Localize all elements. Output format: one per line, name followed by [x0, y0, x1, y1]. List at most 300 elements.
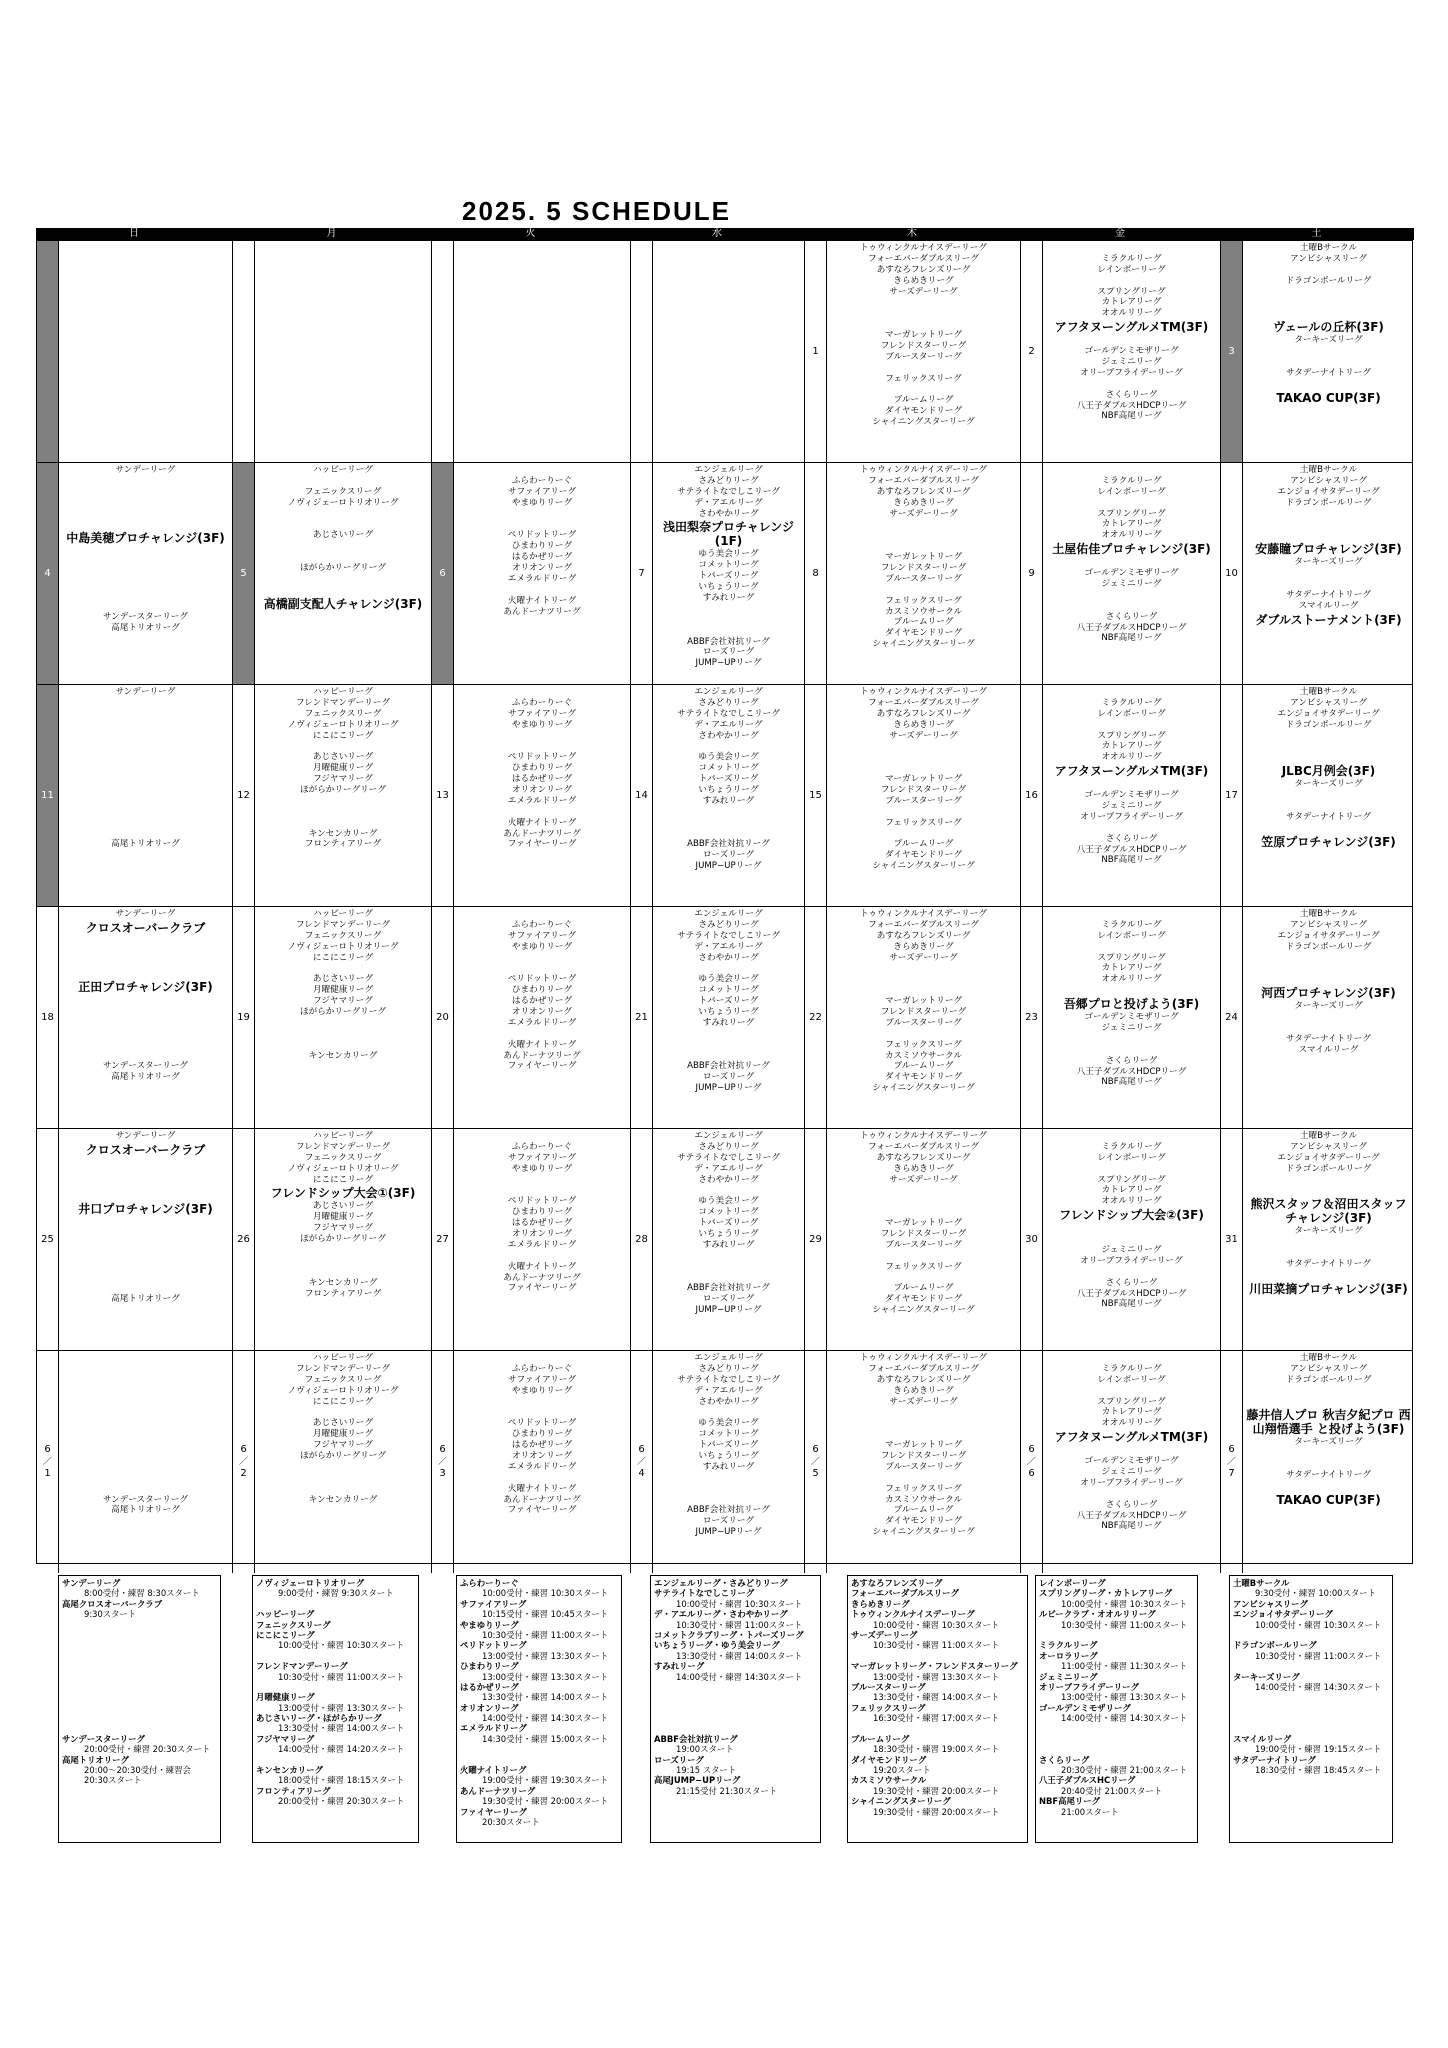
league-entry: 火曜ナイトリーグ	[507, 817, 577, 828]
day-content	[827, 685, 1021, 906]
league-entry: サンデースターリーグ	[102, 1494, 189, 1505]
event-highlight: JLBC月例会(3F)	[1281, 764, 1376, 779]
league-entry: サンデースターリーグ	[102, 611, 189, 622]
day-content	[827, 241, 1021, 462]
event-highlight: TAKAO CUP(3F)	[1276, 1492, 1381, 1507]
league-entry: あすなろフレンズリーグ	[876, 708, 971, 719]
calendar-day	[432, 241, 631, 462]
spacer	[62, 1692, 217, 1702]
league-entry: エンジョイサタデーリーグ	[1277, 486, 1380, 497]
league-time: 10:00受付・練習 10:30スタート	[873, 1619, 1000, 1630]
league-entry: あじさいリーグ	[312, 752, 374, 763]
league-time: 21:00スタート	[1061, 1806, 1119, 1817]
league-time: 20:00〜20:30受付・練習会	[84, 1765, 191, 1776]
league-entry: ゆう美会リーグ	[698, 1418, 759, 1429]
calendar-day	[805, 685, 1021, 906]
league-time: 14:00受付・練習 14:30スタート	[482, 1713, 609, 1724]
day-number: 22	[805, 907, 827, 1128]
league-name: ブルームリーグ	[851, 1733, 910, 1744]
spacer	[62, 1672, 217, 1682]
league-time: 10:30受付・練習 11:00スタート	[482, 1629, 609, 1640]
spacer	[1233, 1703, 1389, 1713]
league-entry: きらめきリーグ	[893, 1163, 954, 1174]
day-content	[827, 463, 1021, 684]
day-content	[59, 1351, 233, 1573]
day-number: 30	[1021, 1129, 1043, 1350]
calendar-day	[37, 241, 233, 462]
league-entry: マーガレットリーグ	[884, 552, 963, 563]
league-entry: ゴールデンミモザリーグ	[1084, 568, 1179, 579]
league-entry: さわやかリーグ	[698, 1396, 759, 1407]
calendar-day	[631, 463, 805, 684]
event-highlight: アフタヌーングルメTM(3F)	[1054, 320, 1209, 335]
league-entry: フェニックスリーグ	[304, 1152, 382, 1163]
league-entry: あんドーナツリーグ	[503, 828, 581, 839]
league-entry: キンセンカリーグ	[308, 1494, 378, 1505]
league-entry: はるかぜリーグ	[511, 1218, 573, 1229]
spacer	[1233, 1661, 1389, 1671]
league-time: 10:00受付・練習 10:30スタート	[482, 1588, 609, 1599]
league-time-box	[1035, 1575, 1198, 1843]
league-entry: オリオンリーグ	[511, 1451, 573, 1462]
league-name: トゥウィンクルナイスデーリーグ	[851, 1609, 975, 1620]
league-name: 高尾JUMP−UPリーグ	[654, 1775, 741, 1786]
league-entry: アンビシャスリーグ	[1290, 475, 1367, 486]
league-entry: コメットリーグ	[698, 985, 759, 996]
league-entry: ペリドットリーグ	[507, 974, 577, 985]
league-entry: いちょうリーグ	[698, 582, 759, 593]
league-entry: アンビシャスリーグ	[1290, 1363, 1367, 1374]
league-entry: フェリックスリーグ	[885, 595, 962, 606]
day-number: 9	[1021, 463, 1043, 684]
calendar-day	[233, 241, 432, 462]
league-entry: ほがらかリーグリーグ	[300, 1451, 386, 1462]
league-entry: サファイアリーグ	[508, 1152, 576, 1163]
calendar-day	[805, 241, 1021, 462]
league-time-box	[252, 1575, 419, 1843]
league-time: 10:00受付・練習 10:30スタート	[1061, 1598, 1188, 1609]
league-entry: トゥウィンクルナイスデーリーグ	[860, 687, 987, 697]
league-entry: フレンドスターリーグ	[880, 563, 967, 574]
league-entry: ブルースターリーグ	[885, 1239, 962, 1250]
spacer	[62, 1661, 217, 1671]
calendar-day	[1221, 1129, 1414, 1350]
day-number: 8	[805, 463, 827, 684]
league-entry: きらめきリーグ	[893, 497, 954, 508]
league-name: ゴールデンミモザリーグ	[1039, 1702, 1131, 1713]
league-entry: きらめきリーグ	[893, 1385, 954, 1396]
league-name: シャイニングスターリーグ	[851, 1796, 951, 1807]
league-entry: オオルリリーグ	[1101, 1196, 1162, 1207]
league-entry: きらめきリーグ	[893, 719, 954, 730]
league-time: 13:00受付・練習 13:30スタート	[482, 1671, 609, 1682]
league-entry: すみれリーグ	[702, 1017, 755, 1028]
league-entry: レインボーリーグ	[1097, 1152, 1166, 1163]
day-number: 6 ／ 1	[37, 1351, 59, 1573]
day-number: 6 ／ 6	[1021, 1351, 1043, 1573]
league-entry: オオルリリーグ	[1101, 974, 1162, 985]
league-entry: ブルームリーグ	[893, 617, 954, 628]
calendar-day	[37, 1129, 233, 1350]
league-entry: フレンドスターリーグ	[880, 785, 967, 796]
league-time: 8:00受付・練習 8:30スタート	[84, 1588, 200, 1599]
league-entry: サンデーリーグ	[115, 1131, 176, 1141]
league-entry: カトレアリーグ	[1101, 1185, 1162, 1196]
league-entry: トパーズリーグ	[698, 1440, 759, 1451]
league-entry: あんドーナツリーグ	[503, 1050, 581, 1061]
day-number: 21	[631, 907, 653, 1128]
league-entry: レインボーリーグ	[1097, 1374, 1166, 1385]
spacer	[1039, 1744, 1194, 1754]
league-entry: ドラゴンボールリーグ	[1285, 1374, 1372, 1385]
event-highlight: 安藤瞳プロチャレンジ(3F)	[1255, 542, 1402, 557]
weekday-header-cell: 木	[907, 228, 917, 239]
league-entry: ファイヤーリーグ	[507, 1061, 577, 1072]
league-entry: フレンドマンデーリーグ	[296, 919, 390, 930]
league-entry: オリーブフライデーリーグ	[1080, 367, 1183, 378]
league-entry: はるかぜリーグ	[511, 774, 573, 785]
spacer	[62, 1682, 217, 1692]
league-entry: コメットリーグ	[698, 1207, 759, 1218]
league-entry: さくらリーグ	[1105, 389, 1158, 400]
calendar-day	[1021, 241, 1221, 462]
league-name: サンデースターリーグ	[62, 1733, 145, 1744]
league-entry: マーガレットリーグ	[884, 330, 963, 341]
league-name: 土曜Bサークル	[1233, 1578, 1290, 1588]
league-entry: ノヴィジェーロトリオリーグ	[287, 719, 399, 730]
league-entry: 八王子ダブルスHDCPリーグ	[1076, 622, 1187, 633]
league-entry: シャイニングスターリーグ	[872, 1527, 975, 1538]
league-entry: サンデーリーグ	[115, 687, 176, 697]
league-entry: フェリックスリーグ	[885, 1261, 962, 1272]
league-entry: ほがらかリーグリーグ	[300, 563, 386, 574]
calendar-day	[432, 463, 631, 684]
day-number: 26	[233, 1129, 255, 1350]
league-entry: ゆう美会リーグ	[698, 1196, 759, 1207]
league-name: フジヤマリーグ	[256, 1733, 315, 1744]
event-highlight: 河西プロチャレンジ(3F)	[1261, 986, 1396, 1001]
league-entry: NBF高尾リーグ	[1101, 1299, 1162, 1310]
league-entry: ハッピーリーグ	[313, 909, 373, 919]
league-entry: オリーブフライデーリーグ	[1080, 1477, 1183, 1488]
league-entry: ダイヤモンドリーグ	[884, 406, 963, 417]
league-time: 20:00受付・練習 20:30スタート	[278, 1796, 405, 1807]
day-number: 14	[631, 685, 653, 906]
day-number: 24	[1221, 907, 1243, 1128]
league-time: 11:00受付・練習 11:30スタート	[1061, 1661, 1188, 1672]
league-entry: トパーズリーグ	[698, 1218, 759, 1229]
calendar-day	[805, 1351, 1021, 1573]
spacer	[62, 1630, 217, 1640]
league-name: ジェミニリーグ	[1039, 1671, 1098, 1682]
calendar-grid	[36, 240, 1413, 1564]
league-name: あすなろフレンズリーグ	[851, 1578, 943, 1588]
league-entry: JUMP−UPリーグ	[695, 1527, 762, 1538]
day-number	[37, 241, 59, 462]
league-entry: 八王子ダブルスHDCPリーグ	[1076, 844, 1187, 855]
spacer	[1233, 1723, 1389, 1733]
league-entry: サテライトなでしこリーグ	[677, 1152, 780, 1163]
league-entry: サファイアリーグ	[508, 1374, 576, 1385]
calendar-day	[805, 463, 1021, 684]
league-entry: シャイニングスターリーグ	[872, 417, 975, 428]
league-name: デ・アエルリーグ・さわやかリーグ	[654, 1609, 788, 1620]
league-entry: 高尾トリオリーグ	[111, 1293, 180, 1304]
league-name: やまゆりリーグ	[460, 1619, 519, 1630]
league-entry: サーズデーリーグ	[889, 508, 958, 519]
league-time: 14:00受付・練習 14:30スタート	[1255, 1681, 1382, 1692]
spacer	[1039, 1734, 1194, 1744]
day-content	[827, 1129, 1021, 1350]
spacer	[654, 1723, 817, 1733]
calendar-day	[432, 1351, 631, 1573]
league-entry: サーズデーリーグ	[889, 730, 958, 741]
league-entry: さくらリーグ	[1105, 1055, 1158, 1066]
league-entry: エンジェルリーグ	[694, 1131, 763, 1141]
event-highlight: 藤井信人プロ 秋吉夕紀プロ 西山翔悟選手 と投げよう(3F)	[1246, 1408, 1411, 1437]
league-entry: ハッピーリーグ	[313, 1353, 373, 1363]
league-entry: オオルリリーグ	[1101, 530, 1162, 541]
spacer	[654, 1682, 817, 1692]
day-content	[454, 241, 631, 462]
day-content	[1043, 907, 1221, 1128]
league-entry: フレンドスターリーグ	[880, 1451, 967, 1462]
league-time: 9:30受付・練習 10:00スタート	[1255, 1588, 1376, 1599]
league-entry: ゆう美会リーグ	[698, 974, 759, 985]
league-entry: エンジェルリーグ	[694, 1353, 763, 1363]
league-entry: ターキーズリーグ	[1294, 557, 1363, 568]
league-entry: にこにこリーグ	[312, 952, 374, 963]
league-time: 9:00受付・練習 9:30スタート	[278, 1588, 394, 1599]
league-info-boxes	[58, 1575, 1418, 1845]
calendar-day	[233, 907, 432, 1128]
day-content	[59, 685, 233, 906]
league-name: オリオンリーグ	[460, 1702, 519, 1713]
spacer	[62, 1620, 217, 1630]
league-entry: ひまわりリーグ	[511, 541, 573, 552]
day-number: 6 ／ 7	[1221, 1351, 1243, 1573]
league-entry: ドラゴンボールリーグ	[1285, 719, 1372, 730]
league-entry: きらめきリーグ	[893, 275, 954, 286]
calendar-day	[805, 1129, 1021, 1350]
league-entry: ダイヤモンドリーグ	[884, 1072, 963, 1083]
league-entry: 月曜健康リーグ	[312, 763, 374, 774]
event-highlight: 浅田梨奈プロチャレンジ(1F)	[662, 520, 795, 549]
event-highlight: 川田菜摘プロチャレンジ(3F)	[1249, 1281, 1408, 1296]
day-number: 6 ／ 4	[631, 1351, 653, 1573]
league-entry: カスミソウサークル	[884, 1494, 963, 1505]
league-entry: トゥウィンクルナイスデーリーグ	[860, 465, 987, 475]
page-title: 2025. 5 SCHEDULE	[462, 196, 731, 226]
league-entry: 高尾トリオリーグ	[111, 1071, 180, 1082]
league-entry: にこにこリーグ	[312, 1174, 374, 1185]
league-entry: ふらわーりーぐ	[511, 919, 573, 930]
day-content	[454, 463, 631, 684]
day-content	[255, 907, 432, 1128]
calendar-day	[37, 463, 233, 684]
league-entry: はるかぜリーグ	[511, 996, 573, 1007]
calendar-day	[233, 463, 432, 684]
league-name: カスミソウサークル	[851, 1775, 927, 1786]
day-content	[1243, 241, 1414, 462]
league-entry: フォーエバーダブルスリーグ	[868, 253, 979, 264]
league-entry: ひまわりリーグ	[511, 1429, 573, 1440]
day-number: 6 ／ 5	[805, 1351, 827, 1573]
league-entry: レインボーリーグ	[1097, 708, 1166, 719]
league-entry: コメットリーグ	[698, 763, 759, 774]
league-name: フロンティアリーグ	[256, 1785, 331, 1796]
league-entry: 土曜Bサークル	[1299, 1131, 1358, 1141]
day-content	[1243, 463, 1414, 684]
calendar-day	[1021, 1129, 1221, 1350]
league-name: ダイヤモンドリーグ	[851, 1754, 927, 1765]
calendar-day	[1021, 685, 1221, 906]
league-entry: ブルースターリーグ	[885, 573, 962, 584]
league-entry: やまゆりリーグ	[511, 1385, 573, 1396]
league-time-box	[650, 1575, 821, 1843]
league-entry: トゥウィンクルナイスデーリーグ	[860, 243, 987, 253]
league-entry: スプリングリーグ	[1097, 1396, 1166, 1407]
league-entry: さみどりリーグ	[698, 1141, 759, 1152]
league-entry: 火曜ナイトリーグ	[507, 1039, 577, 1050]
day-number: 15	[805, 685, 827, 906]
league-entry: サタデーナイトリーグ	[1286, 1033, 1371, 1044]
league-entry: サテライトなでしこリーグ	[677, 930, 780, 941]
league-entry: サンデーリーグ	[115, 909, 176, 919]
league-entry: マーガレットリーグ	[884, 996, 963, 1007]
day-number: 28	[631, 1129, 653, 1350]
league-entry: ジェミニリーグ	[1101, 1245, 1162, 1256]
league-entry: ドラゴンボールリーグ	[1285, 275, 1372, 286]
day-number: 29	[805, 1129, 827, 1350]
league-entry: JUMP−UPリーグ	[695, 658, 762, 669]
league-entry: キンセンカリーグ	[308, 828, 378, 839]
league-entry: フレンドスターリーグ	[880, 341, 967, 352]
league-name: スプリングリーグ・カトレアリーグ	[1039, 1588, 1173, 1599]
calendar-day	[631, 1129, 805, 1350]
league-name: サテライトなでしこリーグ	[654, 1588, 755, 1599]
calendar-day	[233, 1351, 432, 1573]
calendar-day	[37, 1351, 233, 1573]
league-name: キンセンカリーグ	[256, 1765, 323, 1776]
league-time-box	[1229, 1575, 1393, 1843]
league-name: にこにこリーグ	[256, 1629, 315, 1640]
league-entry: フェニックスリーグ	[304, 1374, 382, 1385]
league-name: サンデーリーグ	[62, 1578, 121, 1588]
league-entry: エメラルドリーグ	[507, 1461, 577, 1472]
league-name: サーズデーリーグ	[851, 1629, 918, 1640]
day-content	[1043, 1351, 1221, 1573]
league-name: フェニックスリーグ	[256, 1619, 331, 1630]
league-entry: オリオンリーグ	[511, 1229, 573, 1240]
league-entry: ゴールデンミモザリーグ	[1084, 346, 1179, 357]
league-entry: カトレアリーグ	[1101, 1407, 1162, 1418]
league-time: 18:00受付・練習 18:15スタート	[278, 1775, 405, 1786]
league-entry: NBF高尾リーグ	[1101, 1521, 1162, 1532]
league-name: サタデーナイトリーグ	[1233, 1754, 1316, 1765]
league-entry: サタデーナイトリーグ	[1286, 1259, 1371, 1270]
event-highlight: 熊沢スタッフ＆沼田スタッフ チャレンジ(3F)	[1250, 1197, 1407, 1226]
league-entry: エンジェルリーグ	[694, 909, 763, 919]
league-entry: フレンドマンデーリーグ	[296, 1363, 390, 1374]
league-time: 18:30受付・練習 18:45スタート	[1255, 1765, 1382, 1776]
league-entry: サタデーナイトリーグ	[1286, 811, 1371, 822]
league-entry: サファイアリーグ	[508, 708, 576, 719]
league-time: 19:00スタート	[676, 1744, 734, 1755]
spacer	[654, 1692, 817, 1702]
league-entry: エメラルドリーグ	[507, 795, 577, 806]
league-name: エンジョイサタデーリーグ	[1233, 1609, 1333, 1620]
day-content	[255, 463, 432, 684]
league-entry: フロンティアリーグ	[304, 1288, 382, 1299]
calendar-day	[631, 907, 805, 1128]
league-name: ABBF会社対抗リーグ	[654, 1733, 738, 1744]
league-entry: デ・アエルリーグ	[694, 1163, 763, 1174]
league-time: 10:30受付・練習 11:00スタート	[278, 1671, 405, 1682]
league-entry: さくらリーグ	[1105, 611, 1158, 622]
league-time: 20:30スタート	[482, 1816, 540, 1827]
league-entry: フェリックスリーグ	[885, 817, 962, 828]
league-entry: にこにこリーグ	[312, 1396, 374, 1407]
league-time: 13:30受付・練習 14:00スタート	[873, 1692, 1000, 1703]
league-entry: ダイヤモンドリーグ	[884, 628, 963, 639]
league-entry: ひまわりリーグ	[511, 1207, 573, 1218]
league-entry: デ・アエルリーグ	[694, 941, 763, 952]
weekday-header-cell: 水	[712, 228, 722, 239]
league-entry: アンビシャスリーグ	[1290, 1141, 1367, 1152]
league-entry: デ・アエルリーグ	[694, 719, 763, 730]
weekday-header-cell: 金	[1115, 228, 1125, 239]
league-time: 19:15 スタート	[676, 1765, 737, 1776]
league-entry: サテライトなでしこリーグ	[677, 708, 780, 719]
league-entry: やまゆりリーグ	[511, 497, 573, 508]
league-entry: あすなろフレンズリーグ	[876, 486, 971, 497]
calendar-week	[37, 463, 1412, 685]
day-number: 5	[233, 463, 255, 684]
league-time: 10:30受付・練習 11:00スタート	[873, 1640, 1000, 1651]
calendar-day	[1221, 907, 1414, 1128]
league-entry: いちょうリーグ	[698, 1229, 759, 1240]
league-name: マーガレットリーグ・フレンドスターリーグ	[851, 1661, 1018, 1672]
calendar-day	[631, 1351, 805, 1573]
league-time: 20:30受付・練習 21:00スタート	[1061, 1765, 1188, 1776]
league-entry: カトレアリーグ	[1101, 963, 1162, 974]
league-time: 18:30受付・練習 19:00スタート	[873, 1744, 1000, 1755]
league-entry: ABBF会社対抗リーグ	[687, 839, 770, 850]
league-entry: ノヴィジェーロトリオリーグ	[287, 941, 399, 952]
league-entry: キンセンカリーグ	[308, 1050, 378, 1061]
league-time: 20:30スタート	[84, 1775, 142, 1786]
day-number: 3	[1221, 241, 1243, 462]
league-entry: フェリックスリーグ	[885, 373, 962, 384]
league-entry: ターキーズリーグ	[1294, 1226, 1363, 1237]
day-number: 6 ／ 3	[432, 1351, 454, 1573]
league-name: エメラルドリーグ	[460, 1723, 527, 1734]
league-entry: サタデーナイトリーグ	[1286, 589, 1371, 600]
league-entry: さわやかリーグ	[698, 1174, 759, 1185]
event-highlight: クロスオーバークラブ	[85, 1142, 206, 1157]
league-entry: レインボーリーグ	[1097, 264, 1166, 275]
event-highlight: 高橋副支配人チャレンジ(3F)	[263, 596, 423, 611]
league-entry: オリーブフライデーリーグ	[1080, 1255, 1183, 1266]
spacer	[62, 1713, 217, 1723]
league-entry: 火曜ナイトリーグ	[507, 1261, 577, 1272]
league-time: 13:00受付・練習 13:30スタート	[278, 1702, 405, 1713]
league-entry: ローズリーグ	[702, 647, 755, 658]
league-entry: ふらわーりーぐ	[511, 1141, 573, 1152]
league-entry: ミラクルリーグ	[1101, 1363, 1162, 1374]
day-number	[233, 241, 255, 462]
